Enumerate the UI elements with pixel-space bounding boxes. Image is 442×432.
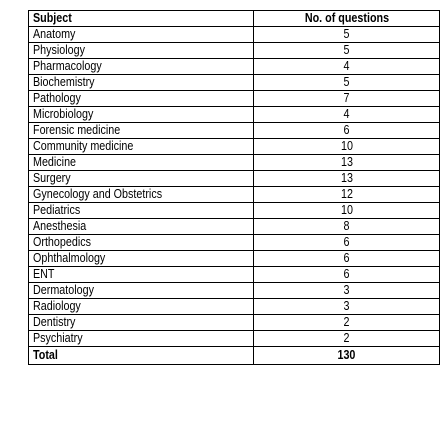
questions-table-container bbox=[28, 10, 439, 365]
questions-cell: 2 bbox=[254, 331, 440, 347]
questions-cell: 10 bbox=[254, 139, 440, 155]
questions-cell: 7 bbox=[254, 91, 440, 107]
questions-cell: 2 bbox=[254, 315, 440, 331]
header-questions: No. of questions bbox=[254, 11, 440, 27]
subject-cell: Anatomy bbox=[29, 27, 254, 43]
subject-cell: Forensic medicine bbox=[29, 123, 254, 139]
subject-cell: Biochemistry bbox=[29, 75, 254, 91]
questions-cell: 6 bbox=[254, 123, 440, 139]
subject-cell: Pharmacology bbox=[29, 59, 254, 75]
subject-cell: Microbiology bbox=[29, 107, 254, 123]
table-row bbox=[29, 107, 440, 123]
table-row bbox=[29, 139, 440, 155]
questions-cell: 5 bbox=[254, 75, 440, 91]
table-header-row bbox=[29, 11, 440, 27]
table-row bbox=[29, 235, 440, 251]
subject-cell: Ophthalmology bbox=[29, 251, 254, 267]
subject-cell: Dentistry bbox=[29, 315, 254, 331]
subject-cell: Psychiatry bbox=[29, 331, 254, 347]
table-row bbox=[29, 27, 440, 43]
table-row bbox=[29, 219, 440, 235]
subject-cell: Surgery bbox=[29, 171, 254, 187]
questions-cell: 6 bbox=[254, 251, 440, 267]
subject-cell: Medicine bbox=[29, 155, 254, 171]
table-row bbox=[29, 123, 440, 139]
questions-cell: 4 bbox=[254, 107, 440, 123]
subject-cell: Anesthesia bbox=[29, 219, 254, 235]
table-row bbox=[29, 331, 440, 347]
total-value-cell: 130 bbox=[254, 347, 440, 365]
questions-cell: 12 bbox=[254, 187, 440, 203]
table-row bbox=[29, 299, 440, 315]
subject-cell: Dermatology bbox=[29, 283, 254, 299]
header-subject: Subject bbox=[29, 11, 254, 27]
table-row bbox=[29, 171, 440, 187]
table-row bbox=[29, 187, 440, 203]
questions-cell: 3 bbox=[254, 299, 440, 315]
table-row bbox=[29, 315, 440, 331]
table-row bbox=[29, 91, 440, 107]
questions-cell: 4 bbox=[254, 59, 440, 75]
subject-cell: Orthopedics bbox=[29, 235, 254, 251]
subject-cell: Pathology bbox=[29, 91, 254, 107]
table-row bbox=[29, 203, 440, 219]
table-row bbox=[29, 59, 440, 75]
table-row bbox=[29, 267, 440, 283]
questions-cell: 5 bbox=[254, 43, 440, 59]
questions-by-subject-table bbox=[28, 10, 440, 365]
table-row bbox=[29, 251, 440, 267]
subject-cell: Physiology bbox=[29, 43, 254, 59]
table-row bbox=[29, 75, 440, 91]
questions-cell: 13 bbox=[254, 155, 440, 171]
table-body bbox=[29, 27, 440, 365]
table-row bbox=[29, 155, 440, 171]
subject-cell: ENT bbox=[29, 267, 254, 283]
subject-cell: Radiology bbox=[29, 299, 254, 315]
questions-cell: 6 bbox=[254, 235, 440, 251]
questions-cell: 5 bbox=[254, 27, 440, 43]
questions-cell: 10 bbox=[254, 203, 440, 219]
subject-cell: Pediatrics bbox=[29, 203, 254, 219]
questions-cell: 13 bbox=[254, 171, 440, 187]
questions-cell: 3 bbox=[254, 283, 440, 299]
table-row bbox=[29, 283, 440, 299]
total-label-cell: Total bbox=[29, 347, 254, 365]
questions-cell: 8 bbox=[254, 219, 440, 235]
subject-cell: Gynecology and Obstetrics bbox=[29, 187, 254, 203]
subject-cell: Community medicine bbox=[29, 139, 254, 155]
questions-cell: 6 bbox=[254, 267, 440, 283]
total-row bbox=[29, 347, 440, 365]
table-row bbox=[29, 43, 440, 59]
